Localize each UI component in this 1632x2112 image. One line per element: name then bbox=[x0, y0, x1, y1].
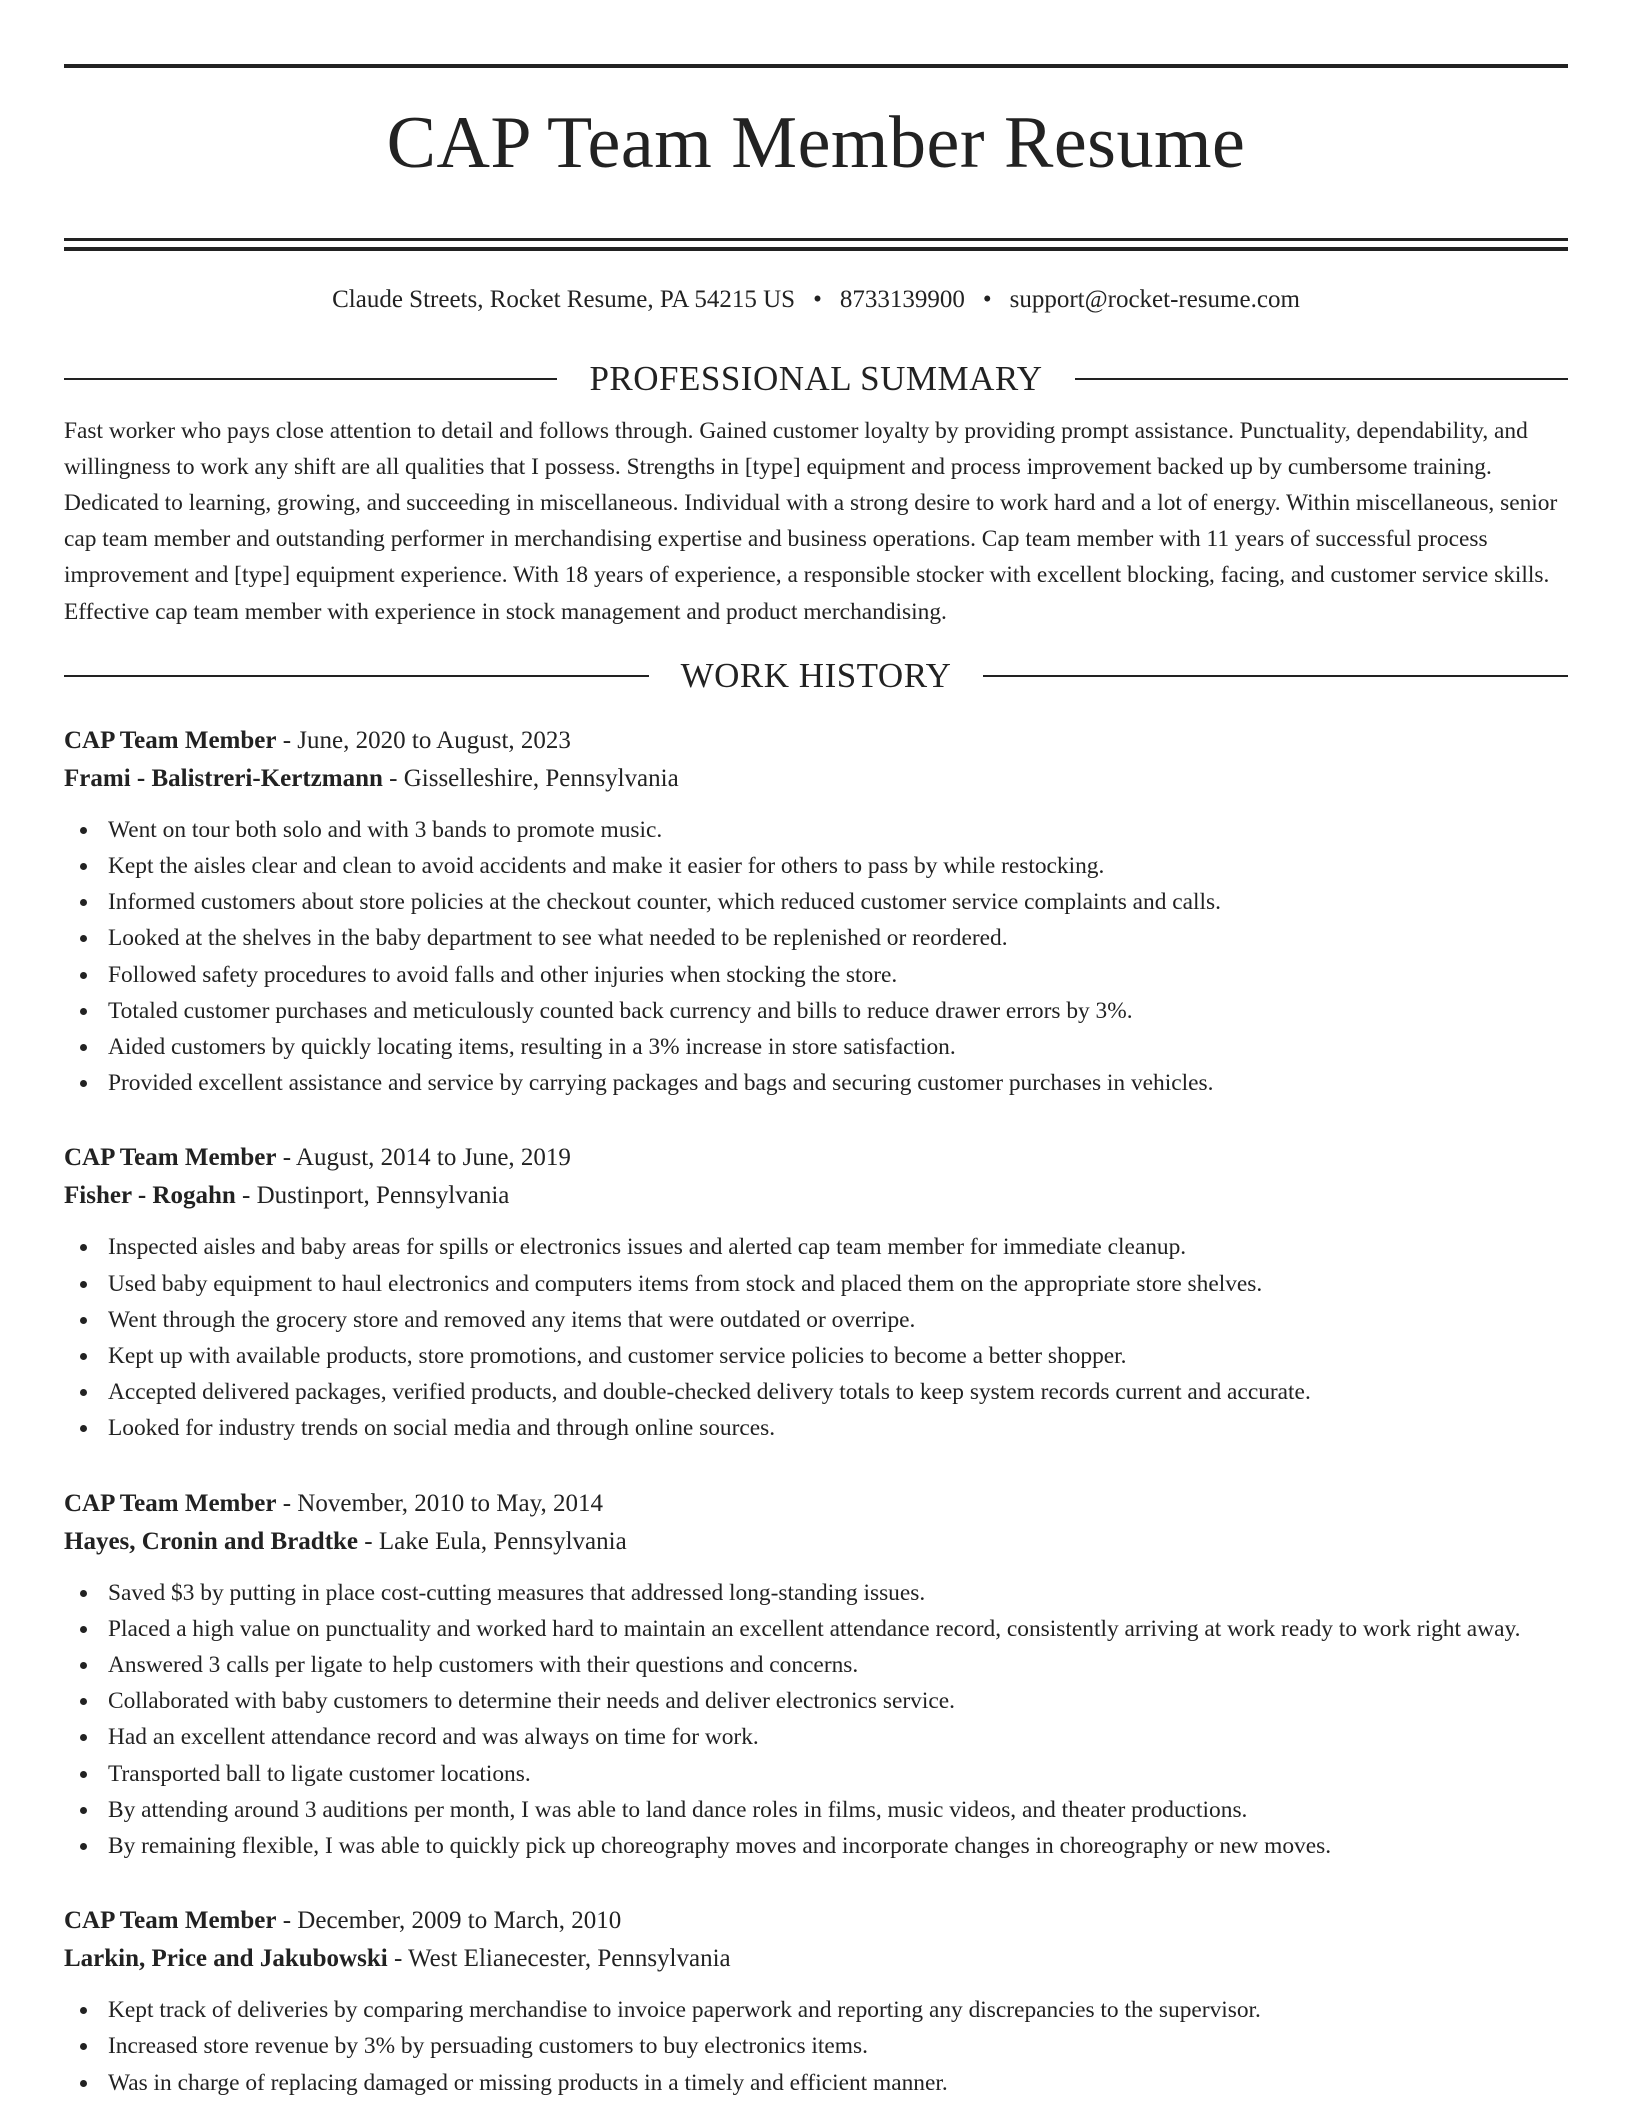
job-dates: - December, 2009 to March, 2010 bbox=[276, 1907, 622, 1935]
job-title-line bbox=[64, 722, 1568, 760]
job-bullet: Increased store revenue by 3% by persuading customers to buy electronics items. bbox=[64, 2028, 1568, 2064]
job-company-line bbox=[64, 1940, 1568, 1978]
work-heading: WORK HISTORY bbox=[680, 655, 952, 695]
job-bullet: Provided excellent assistance and service by carrying packages and bags and securing customer purchases in vehicles. bbox=[64, 1065, 1568, 1101]
job-company-line bbox=[64, 760, 1568, 798]
job-bullet: By attending around 3 auditions per month, I was able to land dance roles in films, music videos, and theater productions. bbox=[64, 1792, 1568, 1828]
job-bullet: Totaled customer purchases and meticulously counted back currency and bills to reduce drawer errors by 3%. bbox=[64, 993, 1568, 1029]
job-title-line bbox=[64, 1139, 1568, 1177]
job-bullet: Kept up with available products, store promotions, and customer service policies to become a better shopper. bbox=[64, 1338, 1568, 1374]
job-bullets bbox=[64, 1992, 1568, 2101]
job-entry bbox=[64, 1902, 1568, 2101]
job-dates: - June, 2020 to August, 2023 bbox=[276, 726, 571, 754]
job-bullet: Saved $3 by putting in place cost-cutting measures that addressed long-standing issues. bbox=[64, 1575, 1568, 1611]
job-bullet: Looked for industry trends on social media and through online sources. bbox=[64, 1410, 1568, 1446]
job-bullet: Kept the aisles clear and clean to avoid accidents and make it easier for others to pass by while restocking. bbox=[64, 848, 1568, 884]
job-bullets bbox=[64, 812, 1568, 1102]
job-entry bbox=[64, 1485, 1568, 1865]
job-bullet: Inspected aisles and baby areas for spills or electronics issues and alerted cap team member for immediate cleanup. bbox=[64, 1229, 1568, 1265]
contact-line bbox=[64, 285, 1568, 315]
job-title-line bbox=[64, 1902, 1568, 1940]
section-rule-right bbox=[1075, 378, 1568, 380]
summary-text: Fast worker who pays close attention to detail and follows through. Gained customer loyalty by providing prompt assistance. Punctuality, dependability, and willingness to work any shift are all qualities that I possess. Strengths in [type] equipment and process improvement backed up by cumbersome training. Dedicated to learning, growing, and succeeding in miscellaneous. Individual with a strong desire to work hard and a lot of energy. Within miscellaneous, senior cap team member and outstanding performer in merchandising expertise and business operations. Cap team member with 11 years of successful process improvement and [type] equipment experience. With 18 years of experience, a responsible stocker with excellent blocking, facing, and customer service skills. Effective cap team member with experience in stock management and product merchandising. bbox=[64, 417, 1558, 625]
job-title: CAP Team Member bbox=[64, 1489, 277, 1517]
job-bullet: Followed safety procedures to avoid falls and other injuries when stocking the store. bbox=[64, 957, 1568, 993]
job-company: Hayes, Cronin and Bradtke bbox=[64, 1527, 359, 1555]
job-bullet: Collaborated with baby customers to determine their needs and deliver electronics service. bbox=[64, 1683, 1568, 1719]
job-entry bbox=[64, 1139, 1568, 1446]
job-dates: - November, 2010 to May, 2014 bbox=[276, 1489, 603, 1517]
job-bullet: Was in charge of replacing damaged or missing products in a timely and efficient manner. bbox=[64, 2065, 1568, 2101]
job-title: CAP Team Member bbox=[64, 726, 277, 754]
job-title: CAP Team Member bbox=[64, 1144, 277, 1172]
resume-title: CAP Team Member Resume bbox=[386, 102, 1246, 184]
job-company: Fisher - Rogahn bbox=[64, 1182, 236, 1210]
job-company: Frami - Balistreri-Kertzmann bbox=[64, 764, 383, 792]
contact-phone: 8733139900 bbox=[839, 285, 965, 313]
job-bullet: By remaining flexible, I was able to quickly pick up choreography moves and incorporate changes in choreography or new moves. bbox=[64, 1828, 1568, 1864]
job-location: - Lake Eula, Pennsylvania bbox=[358, 1527, 627, 1555]
job-bullet: Went through the grocery store and removed any items that were outdated or overripe. bbox=[64, 1302, 1568, 1338]
job-bullet: Kept track of deliveries by comparing merchandise to invoice paperwork and reporting any discrepancies to the supervisor. bbox=[64, 1992, 1568, 2028]
section-rule-left bbox=[64, 378, 557, 380]
job-location: - West Elianecester, Pennsylvania bbox=[387, 1945, 731, 1973]
job-dates: - August, 2014 to June, 2019 bbox=[276, 1144, 571, 1172]
job-bullet: Transported ball to ligate customer locations. bbox=[64, 1756, 1568, 1792]
contact-address: Claude Streets, Rocket Resume, PA 54215 US bbox=[332, 285, 796, 313]
job-location: - Gisselleshire, Pennsylvania bbox=[382, 764, 679, 792]
job-bullet: Placed a high value on punctuality and worked hard to maintain an excellent attendance record, consistently arriving at work ready to work right away. bbox=[64, 1611, 1568, 1647]
work-section-header bbox=[64, 656, 1568, 696]
contact-separator: • bbox=[982, 285, 992, 313]
summary-section-header bbox=[64, 359, 1568, 399]
job-bullets bbox=[64, 1229, 1568, 1446]
job-bullet: Aided customers by quickly locating items, resulting in a 3% increase in store satisfaction. bbox=[64, 1029, 1568, 1065]
job-bullet: Accepted delivered packages, verified products, and double-checked delivery totals to keep system records current and accurate. bbox=[64, 1374, 1568, 1410]
section-rule-left bbox=[64, 675, 649, 677]
title-double-rule bbox=[64, 238, 1568, 251]
work-history-list bbox=[64, 722, 1568, 2101]
job-bullet: Used baby equipment to haul electronics and computers items from stock and placed them on the appropriate store shelves. bbox=[64, 1266, 1568, 1302]
job-bullet: Had an excellent attendance record and was always on time for work. bbox=[64, 1719, 1568, 1755]
top-rule bbox=[64, 64, 1568, 68]
contact-separator: • bbox=[813, 285, 822, 313]
job-bullet: Went on tour both solo and with 3 bands to promote music. bbox=[64, 812, 1568, 848]
job-company-line bbox=[64, 1523, 1568, 1561]
section-rule-right bbox=[983, 675, 1568, 677]
job-location: - Dustinport, Pennsylvania bbox=[235, 1182, 510, 1210]
summary-heading: PROFESSIONAL SUMMARY bbox=[589, 358, 1043, 398]
job-title-line bbox=[64, 1485, 1568, 1523]
job-bullet: Answered 3 calls per ligate to help customers with their questions and concerns. bbox=[64, 1647, 1568, 1683]
job-company-line bbox=[64, 1177, 1568, 1215]
job-bullets bbox=[64, 1575, 1568, 1865]
job-entry bbox=[64, 722, 1568, 1102]
job-title: CAP Team Member bbox=[64, 1907, 277, 1935]
resume-page bbox=[64, 0, 1568, 2101]
job-bullet: Informed customers about store policies at the checkout counter, which reduced customer service complaints and calls. bbox=[64, 884, 1568, 920]
job-bullet: Looked at the shelves in the baby department to see what needed to be replenished or reordered. bbox=[64, 920, 1568, 956]
job-company: Larkin, Price and Jakubowski bbox=[64, 1945, 388, 1973]
contact-email: support@rocket-resume.com bbox=[1009, 285, 1300, 313]
